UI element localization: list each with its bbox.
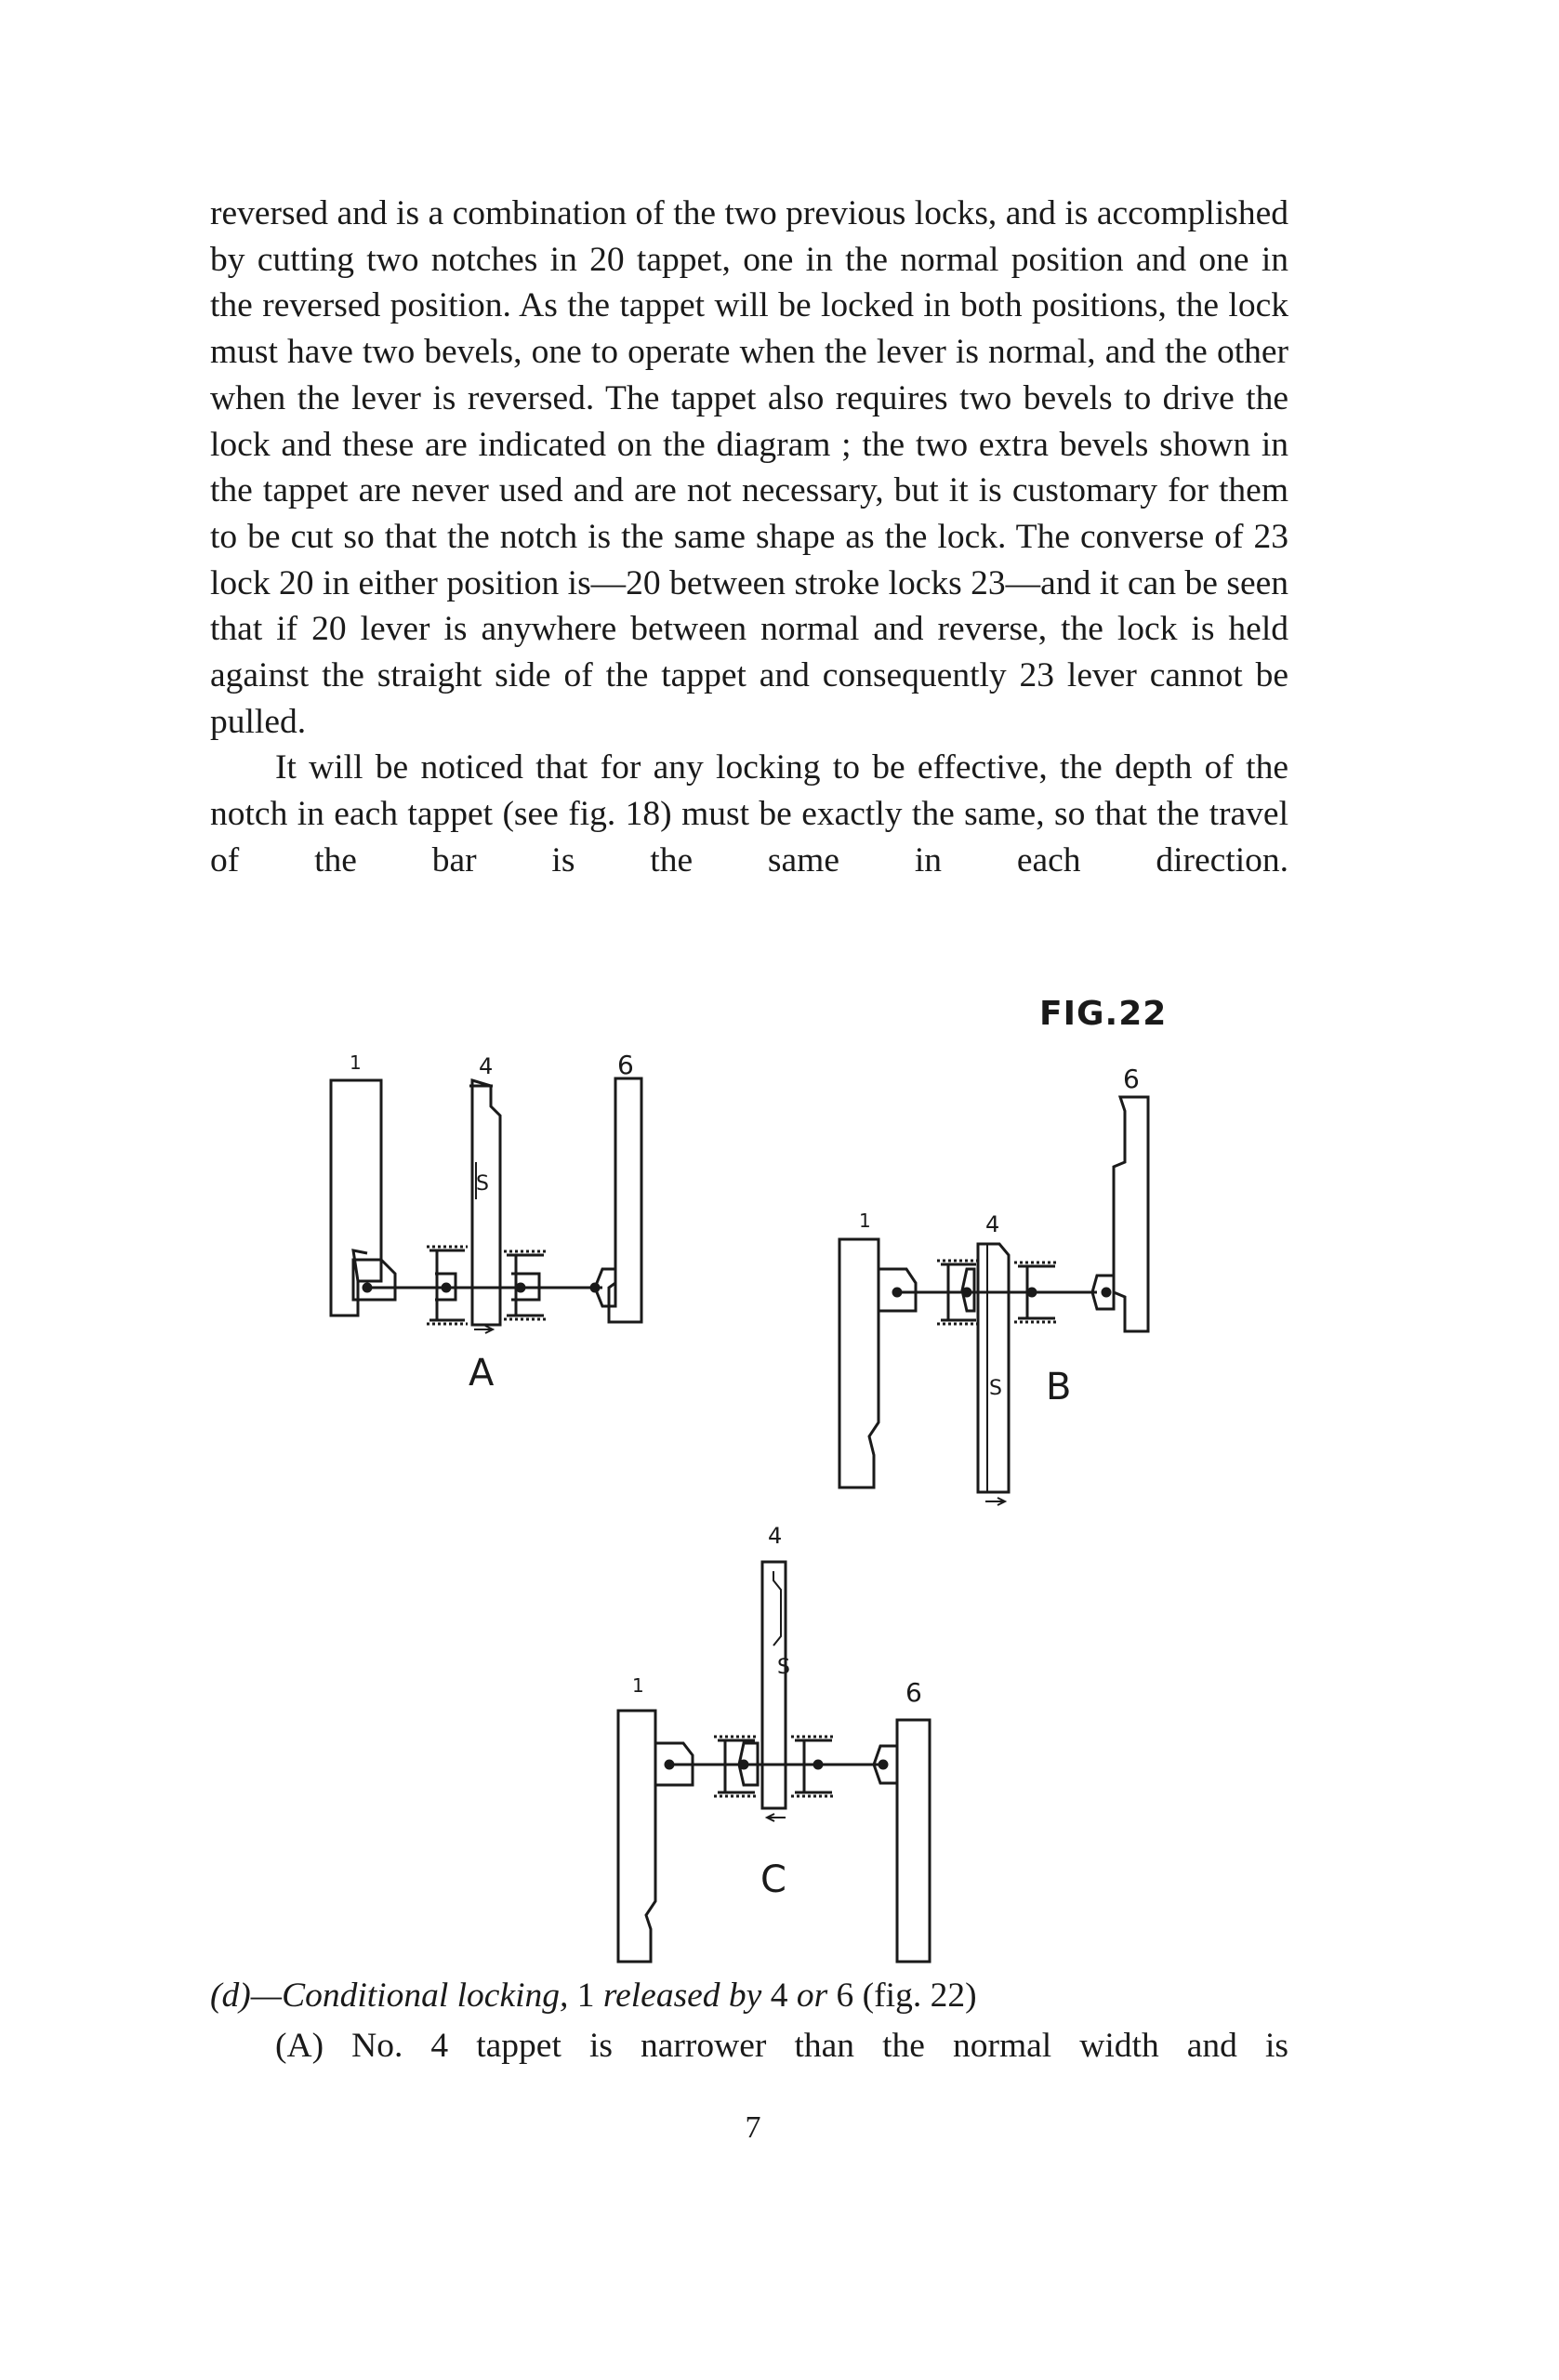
diagram-b-pin-3	[1028, 1289, 1036, 1296]
continuing-paragraph: (A) No. 4 tappet is narrower than the normal width and is	[275, 2027, 1288, 2065]
figure-caption	[210, 1973, 1288, 2019]
diagram-c-tappet-1	[618, 1711, 655, 1962]
diagram-b-label-s: S	[989, 1377, 1002, 1400]
diagram-a-pin-1	[363, 1284, 371, 1291]
paragraph-1: reversed and is a combination of the two previous locks, and is accomplished by cutting two notches in 20 tappet, one in the normal position and one in the reversed position. As the tappet will be locked in both positions, the lock must have two bevels, one to operate when the lever is normal, and the other when the lever is reversed. The tappet also requires two bevels to drive the lock and these are indicated on the diagram ; the two extra bevels shown in the tappet are never used and are not necessary, but it is customary for them to be cut so that the notch is the same shape as the lock. The converse of 23 lock 20 in either position is—20 between stroke locks 23—and it can be seen that if 20 lever is anywhere between normal and reverse, the lock is held against the straight side of the tappet and consequently 23 lever cannot be pulled.	[210, 194, 1288, 741]
paragraph-2: It will be noticed that for any locking to be effective, the depth of the notch in each tappet (see fig. 18) must be exactly the same, so that the travel of the bar is the same in each direction.	[210, 748, 1288, 879]
page-number: 7	[745, 2110, 761, 2145]
diagram-c-label-4: 4	[768, 1523, 783, 1549]
diagram-a-pin-2	[443, 1284, 450, 1291]
diagram-c-tappet-4	[762, 1562, 786, 1808]
diagram-c-pin-1	[666, 1761, 673, 1768]
diagram-b-title: B	[1046, 1366, 1072, 1408]
diagram-a-tappet-1-notch	[353, 1250, 367, 1281]
diagram-b-label-1: 1	[859, 1210, 871, 1232]
caption-number-1: 1	[576, 1977, 595, 2015]
diagram-c-arrow-left-icon	[767, 1814, 786, 1821]
diagram-b-tappet-1	[839, 1239, 879, 1488]
diagram-c-label-1: 1	[632, 1674, 644, 1697]
caption-italic-2: released by	[594, 1977, 771, 2015]
diagram-a-label-4: 4	[479, 1053, 494, 1079]
diagram-b-pin-4	[1103, 1289, 1110, 1296]
diagram-c-pin-3	[814, 1761, 822, 1768]
diagram-b-arrow-right-icon	[985, 1498, 1005, 1505]
diagram-c-pin-2	[740, 1761, 747, 1768]
caption-prefix: (d)—	[210, 1977, 283, 2015]
diagram-c-tappet-6	[897, 1720, 930, 1962]
caption-number-4: 4	[770, 1977, 788, 2015]
diagram-a-label-1: 1	[350, 1051, 362, 1074]
diagram-a-arrow-right-icon	[474, 1326, 493, 1333]
diagram-a	[331, 1078, 641, 1333]
diagram-b-pin-1	[893, 1289, 901, 1296]
diagram-c	[618, 1562, 930, 1962]
diagram-c-tappet-4-notch	[773, 1571, 781, 1646]
figure-label: FIG.22	[1039, 995, 1168, 1033]
caption-number-6: 6	[836, 1977, 854, 2015]
diagram-a-pin-3	[517, 1284, 524, 1291]
diagram-a-title: A	[469, 1352, 495, 1395]
diagram-b-label-6: 6	[1123, 1064, 1140, 1094]
diagram-b-tappet-4	[978, 1244, 1009, 1492]
diagram-c-pin-4	[879, 1761, 887, 1768]
diagram-a-label-6: 6	[617, 1050, 634, 1080]
diagram-b-label-4: 4	[985, 1211, 1000, 1237]
diagram-c-title: C	[760, 1858, 786, 1901]
caption-suffix: (fig. 22)	[853, 1977, 977, 2015]
diagram-a-label-s: S	[476, 1172, 489, 1196]
diagram-a-pin-4	[591, 1284, 599, 1291]
caption-italic: Conditional locking,	[282, 1977, 577, 2015]
diagram-b-pin-2	[963, 1289, 971, 1296]
diagram-a-guide-right	[507, 1255, 544, 1316]
diagram-b-tappet-6	[1114, 1097, 1148, 1331]
caption-italic-or: or	[787, 1977, 837, 2015]
diagram-c-label-s: S	[777, 1656, 790, 1679]
diagram-a-tappet-1	[331, 1080, 381, 1316]
diagram-a-tappet-6	[609, 1078, 641, 1322]
diagram-b	[839, 1097, 1148, 1505]
diagram-c-label-6: 6	[905, 1677, 922, 1708]
